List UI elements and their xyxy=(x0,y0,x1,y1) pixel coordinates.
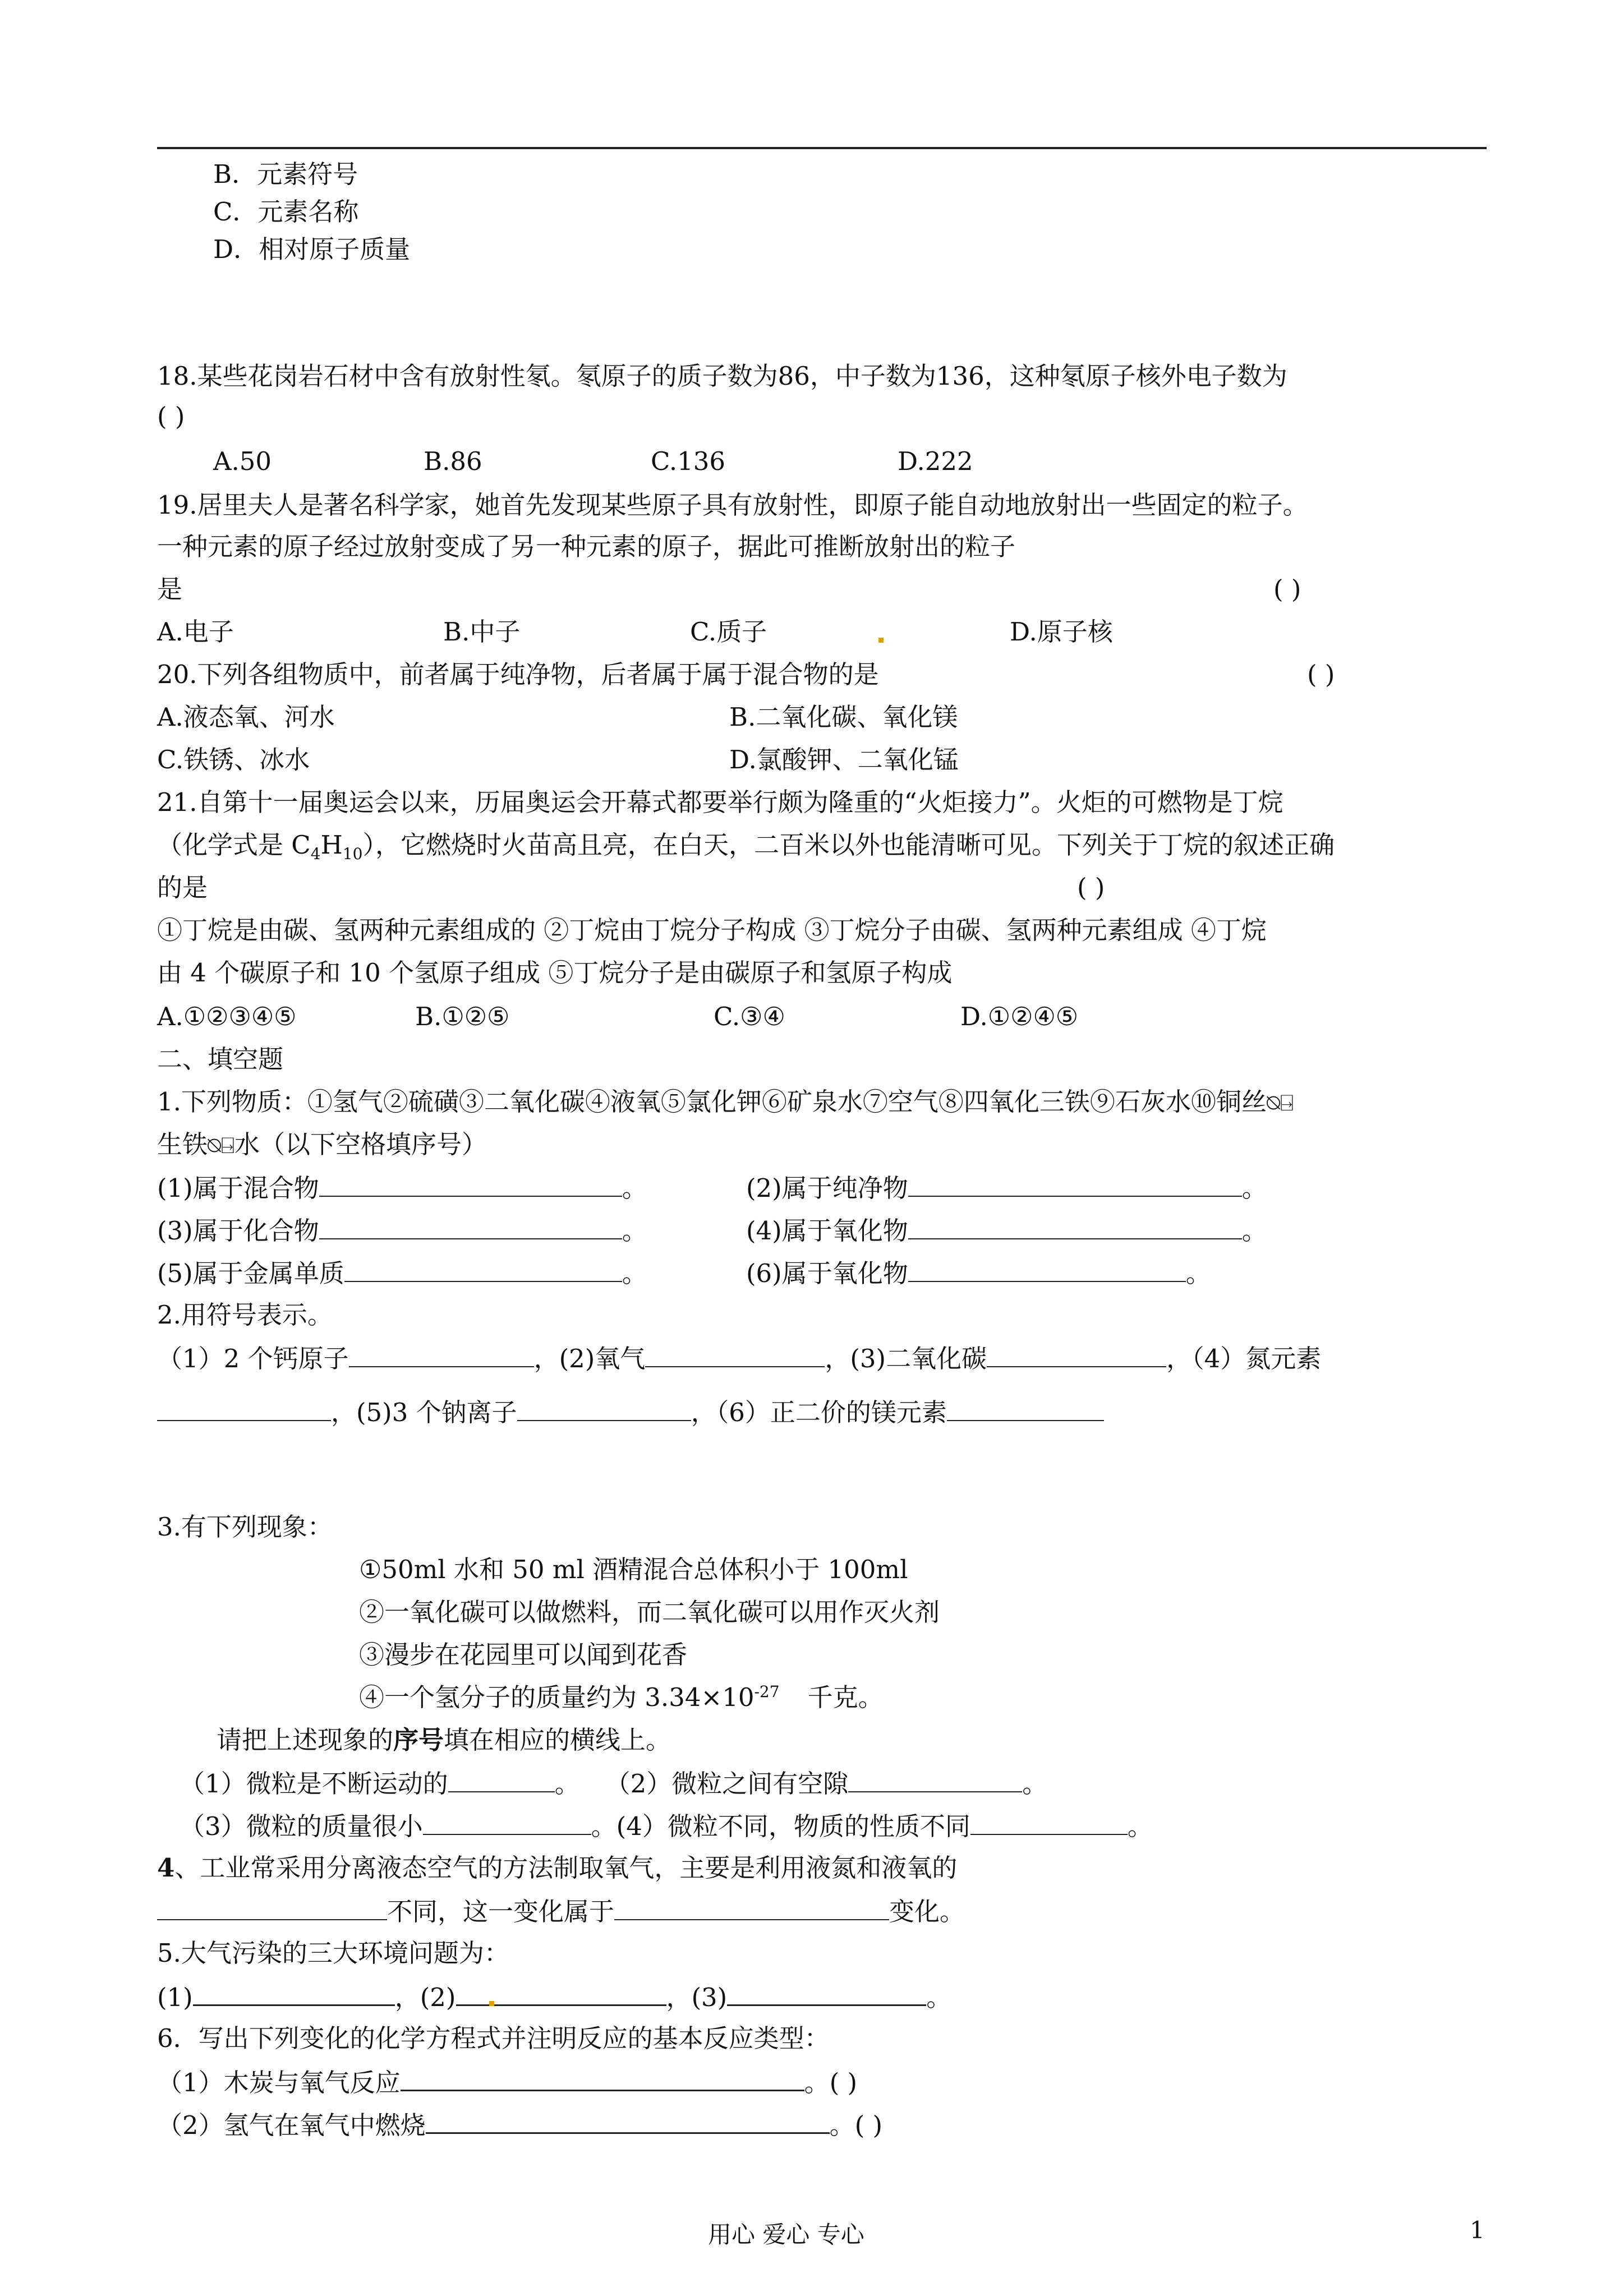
q18-option-d: D.222 xyxy=(898,446,973,476)
q18-answer-paren: ( ) xyxy=(157,402,185,431)
answer-blank[interactable] xyxy=(848,1770,1022,1792)
header-rule xyxy=(157,147,1487,149)
answer-blank[interactable] xyxy=(614,1898,889,1920)
q21-stem-3: 的是 xyxy=(157,873,208,902)
q18-stem: 18.某些花岗岩石材中含有放射性氡。氡原子的质子数为86，中子数为136，这种氡原子核外电子数为 xyxy=(157,361,1287,391)
q20-option-d: D.氯酸钾、二氧化锰 xyxy=(729,745,959,774)
q18-option-b: B.86 xyxy=(424,446,482,476)
q19-option-c: C.质子 xyxy=(690,617,767,647)
q21-option-b: B.①②⑤ xyxy=(415,1002,510,1031)
q20-option-c: C.铁锈、冰水 xyxy=(157,745,310,774)
answer-blank[interactable] xyxy=(157,1898,387,1920)
answer-blank[interactable] xyxy=(448,1770,555,1792)
q21-option-d: D.①②④⑤ xyxy=(960,1002,1079,1031)
stray-mark xyxy=(489,2001,494,2006)
q21-statements-2: 由 4 个碳原子和 10 个氢原子组成 ⑤丁烷分子是由碳原子和氢原子构成 xyxy=(157,958,953,988)
q19-option-b: B.中子 xyxy=(443,617,521,647)
f3-stem: 3.有下列现象： xyxy=(157,1512,333,1542)
q21-option-c: C.③④ xyxy=(714,1002,785,1031)
q19-stem-3: 是 xyxy=(157,574,183,604)
f6-stem: 6．写出下列变化的化学方程式并注明反应的基本反应类型： xyxy=(157,2023,830,2053)
answer-blank[interactable] xyxy=(319,1217,622,1239)
f4-stem-1: 4、工业常采用分离液态空气的方法制取氧气，主要是利用液氮和液氧的 xyxy=(157,1853,958,1883)
q20-option-a: A.液态氧、河水 xyxy=(157,702,335,732)
f1-part-4: (4)属于氧化物 。 xyxy=(746,1216,1267,1246)
q17-option-c: C．元素名称 xyxy=(213,197,359,227)
f5-line: (1) ，(2) ，(3) 。 xyxy=(157,1983,952,2012)
answer-blank[interactable] xyxy=(908,1217,1242,1239)
q19-answer-paren: ( ) xyxy=(1273,574,1301,604)
answer-blank[interactable] xyxy=(987,1345,1166,1367)
f3-statement-1: ①50ml 水和 50 ml 酒精混合总体积小于 100ml xyxy=(359,1555,908,1584)
q19-stem-2: 一种元素的原子经过放射变成了另一种元素的原子，据此可推断放射出的粒子 xyxy=(157,532,1016,561)
f1-part-6: (6)属于氧化物 。 xyxy=(746,1258,1211,1288)
f1-stem-2: 生铁⍉⍈水（以下空格填序号） xyxy=(157,1129,487,1159)
q20-option-b: B.二氧化碳、氧化镁 xyxy=(729,702,958,732)
f1-part-3: (3)属于化合物 。 xyxy=(157,1216,647,1246)
f3-statement-4: ④一个氢分子的质量约为 $3.34\times 10^{-27}$ 千克。 xyxy=(359,1682,884,1712)
answer-blank[interactable] xyxy=(423,1813,591,1835)
answer-blank[interactable] xyxy=(727,1983,926,2006)
answer-blank[interactable] xyxy=(157,1399,331,1421)
q18-option-c: C.136 xyxy=(651,446,726,476)
answer-blank[interactable] xyxy=(349,1345,534,1367)
answer-blank[interactable] xyxy=(908,1260,1186,1282)
q21-stem-2: （化学式是 $C_4H_{10}$），它燃烧时火苗高且亮，在白天，二百米以外也能清晰可见。下列关于丁烷的叙述正确 xyxy=(157,830,1335,863)
answer-blank[interactable] xyxy=(319,1174,622,1197)
answer-blank[interactable] xyxy=(193,1983,395,2006)
f6-line-1: （1）木炭与氧气反应 。( ) xyxy=(157,2068,858,2097)
f3-line-2: （3）微粒的质量很小 。(4）微粒不同，物质的性质不同 。 xyxy=(180,1811,1153,1841)
page-number: 1 xyxy=(1470,2216,1485,2244)
q19-stem-1: 19.居里夫人是著名科学家，她首先发现某些原子具有放射性，即原子能自动地放射出一些固定的粒子。 xyxy=(157,490,1308,520)
f2-stem: 2.用符号表示。 xyxy=(157,1300,333,1330)
garbled-glyph-icon: ⍉⍈ xyxy=(1266,1090,1294,1116)
f1-part-5: (5)属于金属单质 。 xyxy=(157,1258,647,1288)
answer-blank[interactable] xyxy=(517,1399,691,1421)
q21-statements-1: ①丁烷是由碳、氢两种元素组成的 ②丁烷由丁烷分子构成 ③丁烷分子由碳、氢两种元素组成 ④丁烷 xyxy=(157,915,1267,945)
q21-answer-paren: ( ) xyxy=(1077,873,1105,902)
f1-stem-1: 1.下列物质：①氢气②硫磺③二氧化碳④液氧⑤氯化钾⑥矿泉水⑦空气⑧四氧化三铁⑨石灰水⑩铜丝⍉⍈ xyxy=(157,1087,1294,1117)
answer-blank[interactable] xyxy=(947,1399,1104,1421)
q17-option-b: B．元素符号 xyxy=(213,159,358,189)
f2-line-2: ，(5)3 个钠离子 ，（6）正二价的镁元素 xyxy=(157,1399,1104,1425)
q20-answer-paren: ( ) xyxy=(1307,660,1335,689)
answer-blank[interactable] xyxy=(456,1983,666,2006)
f5-stem: 5.大气污染的三大环境问题为： xyxy=(157,1938,509,1968)
f3-instruction: 请把上述现象的序号填在相应的横线上。 xyxy=(217,1725,671,1755)
f1-part-1: (1)属于混合物 。 xyxy=(157,1173,647,1203)
f3-statement-2: ②一氧化碳可以做燃料，而二氧化碳可以用作灭火剂 xyxy=(359,1597,940,1627)
f4-stem-2: 不同，这一变化属于 变化。 xyxy=(157,1898,965,1924)
q19-option-a: A.电子 xyxy=(157,617,234,647)
answer-blank[interactable] xyxy=(426,2111,830,2134)
q21-stem-1: 21.自第十一届奥运会以来，历届奥运会开幕式都要举行颇为隆重的“火炬接力”。火炬的可燃物是丁烷 xyxy=(157,787,1283,817)
q21-option-a: A.①②③④⑤ xyxy=(157,1002,297,1031)
q18-option-a: A.50 xyxy=(213,446,272,476)
answer-blank[interactable] xyxy=(401,2068,804,2091)
f2-line-1: （1）2 个钙原子 ，(2)氧气 ，(3)二氧化碳 ，（4）氮元素 xyxy=(157,1344,1322,1373)
q19-option-d: D.原子核 xyxy=(1010,617,1113,647)
answer-blank[interactable] xyxy=(970,1813,1128,1835)
answer-blank[interactable] xyxy=(645,1345,825,1367)
footer-motto: 用心 爱心 专心 xyxy=(708,2221,864,2248)
section-title: 二、填空题 xyxy=(157,1044,284,1074)
f1-part-2: (2)属于纯净物 。 xyxy=(746,1173,1267,1203)
garbled-glyph-icon: ⍉⍈ xyxy=(208,1133,235,1159)
q20-stem: 20.下列各组物质中，前者属于纯净物，后者属于属于混合物的是 xyxy=(157,660,879,689)
f6-line-2: （2）氢气在氧气中燃烧 。( ) xyxy=(157,2110,883,2140)
q17-option-d: D．相对原子质量 xyxy=(213,234,411,264)
stray-mark xyxy=(878,638,884,643)
answer-blank[interactable] xyxy=(908,1174,1242,1197)
f3-line-1: （1）微粒是不断运动的 。 （2）微粒之间有空隙 。 xyxy=(180,1769,1048,1799)
answer-blank[interactable] xyxy=(344,1260,622,1282)
f3-statement-3: ③漫步在花园里可以闻到花香 xyxy=(359,1640,688,1670)
